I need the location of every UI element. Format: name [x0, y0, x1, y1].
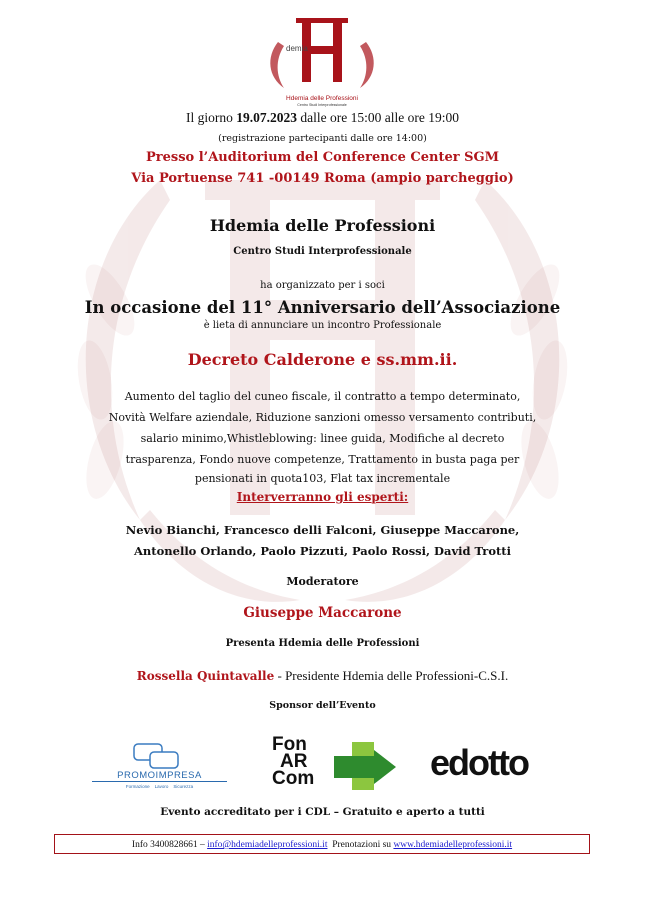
president-name: Rossella Quintavalle — [136, 669, 275, 683]
moderator-name: Giuseppe Maccarone — [243, 605, 402, 621]
org-subtitle: Centro Studi Interprofessionale — [233, 246, 412, 257]
sponsors-heading: Sponsor dell’Evento — [269, 700, 376, 711]
occasion-title: In occasione del 11° Anniversario dell’Associazione — [84, 298, 561, 317]
topic-line-5: pensionati in quota103, Flat tax incrementale — [194, 472, 451, 485]
presents-text: Presenta Hdemia delle Professioni — [225, 638, 420, 649]
announce-text: è lieta di annunciare un incontro Professionale — [203, 320, 442, 331]
president-line — [0, 668, 645, 684]
experts-line-1: Nevio Bianchi, Francesco delli Falconi, Giuseppe Maccarone, — [125, 523, 520, 537]
promoimpresa-logo — [92, 740, 227, 790]
edotto-logo — [430, 740, 560, 790]
footer-website-link[interactable]: www.hdemiadelleprofessioni.it — [393, 840, 513, 850]
experts-line-2: Antonello Orlando, Paolo Pizzuti, Paolo Rossi, David Trotti — [134, 544, 511, 558]
president-role: - Presidente Hdemia delle Professioni-C.S.I. — [274, 668, 509, 683]
promoimpresa-sub: Formazione Lavoro Sicurezza — [125, 784, 194, 789]
fonarcom-ar: AR — [280, 751, 308, 772]
moderator-heading: Moderatore — [286, 575, 359, 588]
org-name: Hdemia delle Professioni — [209, 216, 436, 235]
footer-booking-text: Prenotazioni su — [327, 840, 394, 850]
venue-line-1: Presso l’Auditorium del Conference Center SGM — [146, 150, 499, 165]
topic-line-2: Novità Welfare aziendale, Riduzione sanzioni omesso versamento contributi, — [108, 411, 537, 424]
fonarcom-com: Com — [272, 768, 315, 789]
hdemia-logo — [262, 12, 382, 108]
topic-line-1: Aumento del taglio del cuneo fiscale, il contratto a tempo determinato, — [124, 390, 521, 403]
promoimpresa-name: PROMOIMPRESA — [92, 770, 227, 782]
event-date-line — [0, 110, 645, 126]
chat-bubbles-icon — [92, 740, 227, 772]
organized-text: ha organizzato per i soci — [260, 280, 385, 291]
edotto-wordmark: edotto — [430, 742, 528, 783]
topic-line-4: trasparenza, Fondo nuove competenze, Trattamento in busta paga per — [125, 453, 520, 466]
event-date: 19.07.2023 — [236, 110, 298, 125]
green-arrow-icon — [334, 742, 398, 790]
fonarcom-fon: Fon — [272, 734, 307, 755]
footer-info-phone: Info 3400828661 – — [131, 840, 208, 850]
event-time: dalle ore 15:00 alle ore 19:00 — [300, 110, 459, 125]
experts-heading: Interverranno gli esperti: — [236, 490, 409, 504]
venue-line-2: Via Portuense 741 -00149 Roma (ampio parcheggio) — [131, 171, 514, 186]
topic-line-3: salario minimo,Whistleblowing: linee guida, Modifiche al decreto — [140, 432, 505, 445]
footer-email-link[interactable]: info@hdemiadelleprofessioni.it — [207, 840, 328, 850]
fonarcom-logo — [272, 736, 402, 796]
registration-note: (registrazione partecipanti dalle ore 14:00) — [218, 133, 427, 144]
date-prefix: Il giorno — [186, 110, 233, 125]
topic-title: Decreto Calderone e ss.mm.ii. — [187, 350, 458, 369]
accredited-text: Evento accreditato per i CDL – Gratuito e aperto a tutti — [160, 806, 485, 818]
logo-name: Hdemia delle Professioni — [286, 95, 358, 102]
logo-brand-word: demia — [286, 44, 308, 53]
footer-info-box — [54, 834, 590, 854]
logo-tagline: Centro Studi Interprofessionale — [297, 103, 347, 107]
